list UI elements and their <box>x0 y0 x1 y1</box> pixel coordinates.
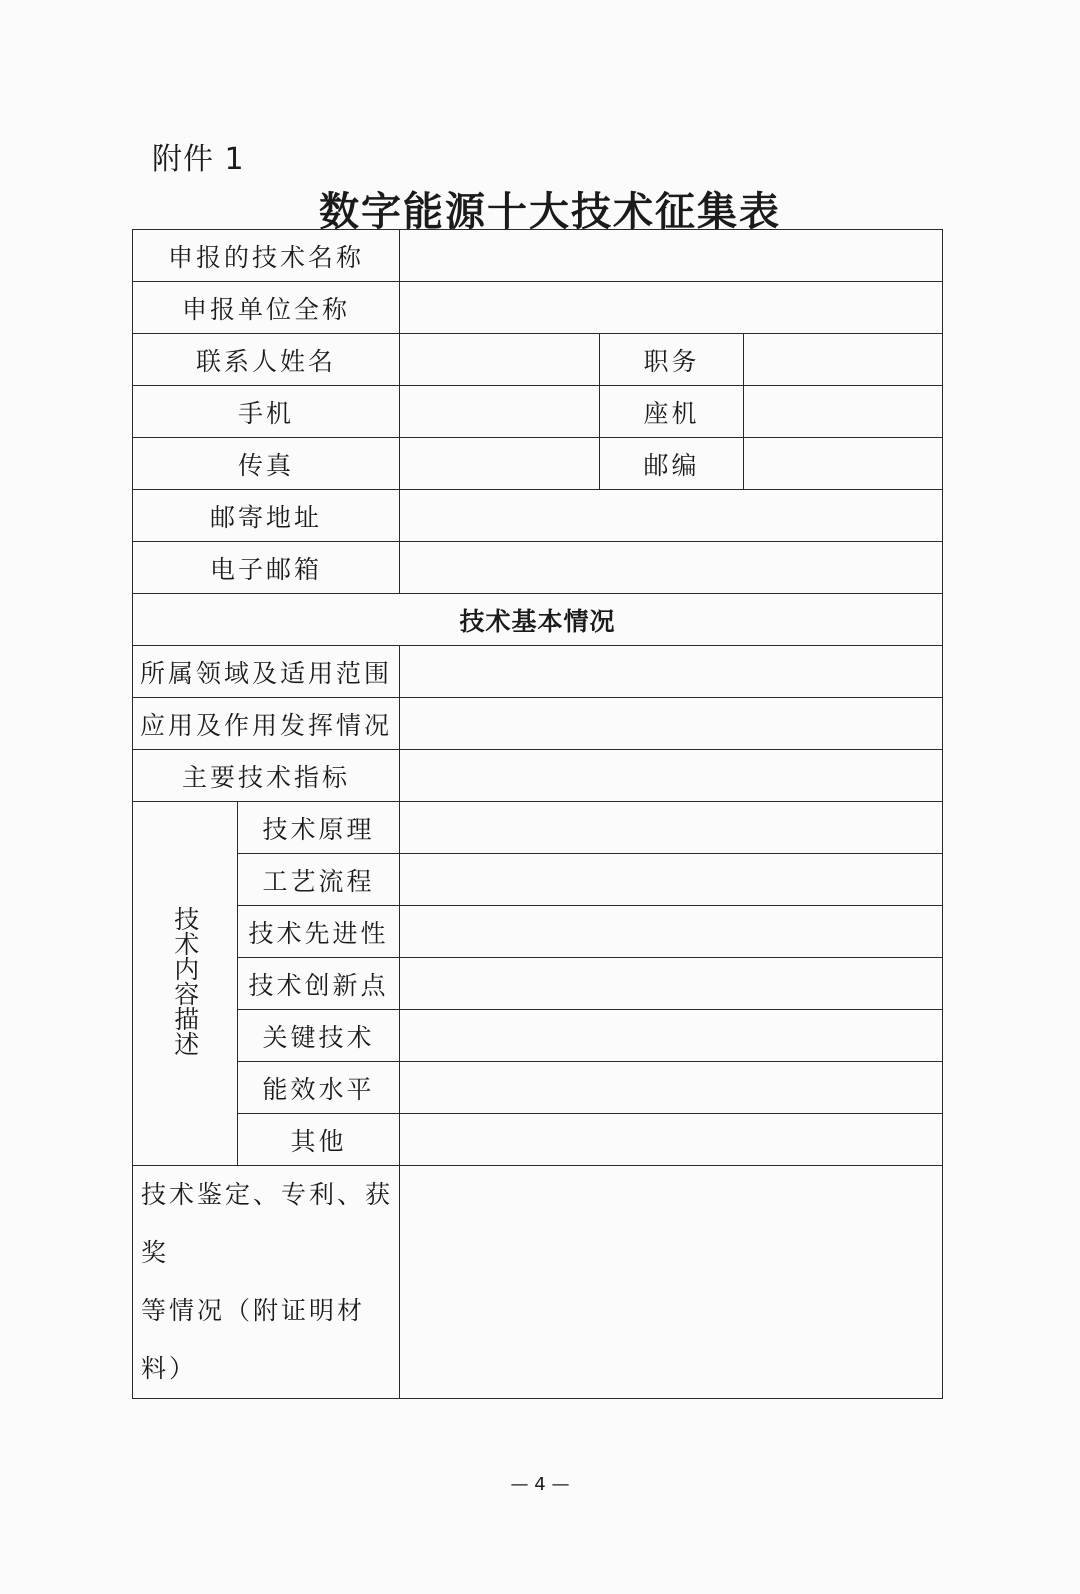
field-scope-field[interactable] <box>400 646 943 698</box>
content-item-field[interactable] <box>400 1114 943 1166</box>
position-label: 职务 <box>600 334 744 386</box>
application-field[interactable] <box>400 698 943 750</box>
content-item-label: 能效水平 <box>238 1062 400 1114</box>
content-item-field[interactable] <box>400 906 943 958</box>
table-row <box>133 282 943 334</box>
landline-field[interactable] <box>744 386 943 438</box>
section-heading-basic: 技术基本情况 <box>133 594 943 646</box>
appraisal-label <box>133 1166 400 1399</box>
content-item-label: 技术创新点 <box>238 958 400 1010</box>
content-item-field[interactable] <box>400 1062 943 1114</box>
content-item-field[interactable] <box>400 1010 943 1062</box>
fax-label: 传真 <box>133 438 400 490</box>
tech-name-field[interactable] <box>400 230 943 282</box>
application-label: 应用及作用发挥情况 <box>133 698 400 750</box>
table-row <box>133 698 943 750</box>
email-label: 电子邮箱 <box>133 542 400 594</box>
content-item-field[interactable] <box>400 958 943 1010</box>
table-row <box>133 646 943 698</box>
content-item-label: 技术原理 <box>238 802 400 854</box>
table-row <box>133 958 943 1010</box>
table-row <box>133 1114 943 1166</box>
table-row <box>133 750 943 802</box>
table-row <box>133 334 943 386</box>
address-field[interactable] <box>400 490 943 542</box>
org-name-label: 申报单位全称 <box>133 282 400 334</box>
table-row <box>133 854 943 906</box>
table-row <box>133 1062 943 1114</box>
field-scope-label: 所属领域及适用范围 <box>133 646 400 698</box>
postcode-field[interactable] <box>744 438 943 490</box>
table-row <box>133 438 943 490</box>
page-number: — 4 — <box>510 1474 570 1495</box>
content-item-label: 技术先进性 <box>238 906 400 958</box>
content-item-field[interactable] <box>400 854 943 906</box>
table-row <box>133 802 943 854</box>
fax-field[interactable] <box>400 438 600 490</box>
table-row <box>133 594 943 646</box>
main-indicators-label: 主要技术指标 <box>133 750 400 802</box>
main-indicators-field[interactable] <box>400 750 943 802</box>
table-row <box>133 490 943 542</box>
contact-name-label: 联系人姓名 <box>133 334 400 386</box>
appraisal-label-line1: 技术鉴定、专利、获奖 <box>141 1180 394 1267</box>
postcode-label: 邮编 <box>600 438 744 490</box>
appraisal-field[interactable] <box>400 1166 943 1399</box>
org-name-field[interactable] <box>400 282 943 334</box>
tech-name-label: 申报的技术名称 <box>133 230 400 282</box>
content-item-label: 关键技术 <box>238 1010 400 1062</box>
table-row <box>133 1010 943 1062</box>
landline-label: 座机 <box>600 386 744 438</box>
attachment-label: 附件 1 <box>152 142 245 177</box>
email-field[interactable] <box>400 542 943 594</box>
table-row <box>133 1166 943 1399</box>
application-form-table <box>132 229 943 1399</box>
mobile-label: 手机 <box>133 386 400 438</box>
appraisal-label-line2: 等情况（附证明材料） <box>141 1296 366 1383</box>
content-group-text: 技术内容描述 <box>170 905 200 1056</box>
content-item-label: 其他 <box>238 1114 400 1166</box>
page-title: 数字能源十大技术征集表 <box>319 188 781 235</box>
content-item-field[interactable] <box>400 802 943 854</box>
content-item-label: 工艺流程 <box>238 854 400 906</box>
table-row <box>133 542 943 594</box>
table-row <box>133 230 943 282</box>
address-label: 邮寄地址 <box>133 490 400 542</box>
contact-name-field[interactable] <box>400 334 600 386</box>
mobile-field[interactable] <box>400 386 600 438</box>
table-row <box>133 386 943 438</box>
content-group-label <box>133 802 238 1166</box>
table-row <box>133 906 943 958</box>
position-field[interactable] <box>744 334 943 386</box>
